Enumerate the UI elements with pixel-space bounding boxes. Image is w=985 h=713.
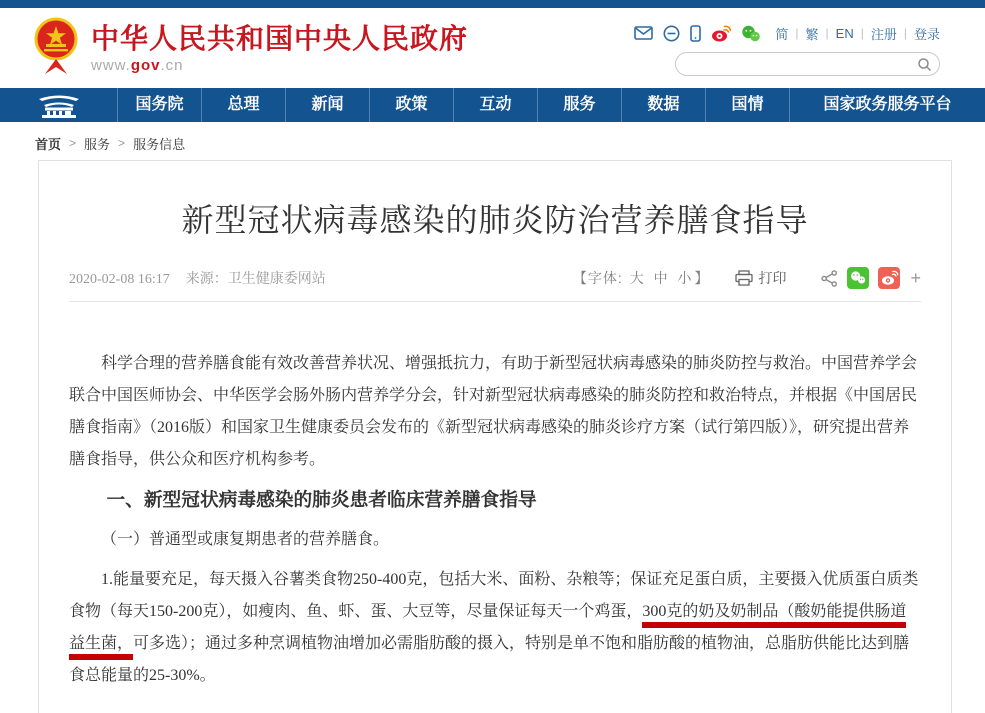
article-date: 2020-02-08 16:17 [69, 272, 170, 287]
article-meta-right [573, 267, 921, 289]
lang-links [775, 24, 940, 43]
breadcrumb-separator: > [118, 136, 126, 150]
share-tools [812, 267, 900, 289]
top-strip [0, 0, 985, 8]
font-size-medium-button[interactable]: 中 [653, 270, 669, 286]
share-wechat-icon[interactable] [847, 267, 869, 289]
main-nav [0, 88, 985, 122]
section-heading: 一、新型冠状病毒感染的肺炎患者临床营养膳食指导 [106, 489, 537, 510]
link-separator: | [860, 26, 864, 40]
print-label: 打印 [758, 270, 787, 286]
font-tool-close: 】 [694, 270, 710, 286]
printer-icon [735, 270, 753, 286]
font-size-small-button[interactable]: 小 [677, 270, 693, 286]
red-underline-annotation: 300克的奶及奶制品（酸奶能提供肠道益生菌， [69, 603, 906, 660]
nav-item-news[interactable]: 新闻 [285, 88, 369, 122]
nav-item-premier[interactable]: 总理 [201, 88, 285, 122]
source-label: 来源： [185, 272, 228, 287]
breadcrumb-services[interactable]: 服务 [84, 136, 111, 152]
search-input[interactable] [688, 54, 913, 74]
wechat-icon[interactable] [741, 25, 761, 42]
nav-item-interaction[interactable]: 互动 [453, 88, 537, 122]
share-icon[interactable] [821, 270, 838, 287]
article-meta-left [69, 268, 326, 288]
article-meta-row [69, 264, 921, 292]
link-separator: | [795, 26, 799, 40]
register-link[interactable]: 注册 [870, 26, 897, 42]
article-source: 卫生健康委网站 [227, 272, 326, 287]
nav-item-data[interactable]: 数据 [621, 88, 705, 122]
article-container [38, 160, 952, 713]
font-tool-open: 【字体: [572, 270, 623, 286]
article-content [69, 302, 921, 692]
quick-links-row [634, 22, 940, 44]
mail-icon[interactable] [634, 26, 653, 40]
more-share-button[interactable]: + [910, 268, 921, 288]
nav-item-national-conditions[interactable]: 国情 [705, 88, 789, 122]
link-separator: | [825, 26, 829, 40]
share-weibo-icon[interactable] [878, 267, 900, 289]
nav-home-tiananmen-icon[interactable] [0, 88, 117, 122]
url-www: www. [91, 57, 131, 74]
weibo-icon[interactable] [711, 25, 731, 42]
nav-item-services[interactable]: 服务 [537, 88, 621, 122]
national-emblem-icon [33, 17, 79, 80]
paragraph-text: 可多选）；通过多种烹调植物油增加必需脂肪酸的摄入，特别是单不饱和脂肪酸的植物油，总脂肪供能比达到膳食总能量的25-30%。 [69, 635, 910, 684]
message-circle-icon[interactable] [663, 25, 680, 42]
search-box [675, 52, 940, 76]
breadcrumb-current: 服务信息 [133, 136, 186, 152]
site-logo[interactable] [33, 17, 468, 80]
site-header [0, 8, 985, 88]
breadcrumb [35, 133, 985, 153]
paragraph-subsection: （一）普通型或康复期患者的营养膳食。 [101, 531, 390, 548]
url-gov: gov [130, 57, 161, 74]
article-title: 新型冠状病毒感染的肺炎防治营养膳食指导 [181, 202, 809, 238]
header-right [634, 22, 940, 76]
lang-traditional-link[interactable]: 繁 [805, 26, 819, 42]
site-url [91, 57, 468, 74]
nav-item-policies[interactable]: 政策 [369, 88, 453, 122]
nav-item-state-council[interactable]: 国务院 [117, 88, 201, 122]
print-button[interactable] [735, 268, 786, 288]
mobile-icon[interactable] [690, 25, 701, 42]
url-cn: .cn [160, 57, 184, 74]
login-link[interactable]: 登录 [913, 26, 940, 42]
lang-simplified-link[interactable]: 简 [775, 26, 789, 42]
paragraph-item-1 [69, 564, 921, 692]
breadcrumb-separator: > [69, 136, 77, 150]
search-icon[interactable] [917, 57, 932, 77]
font-size-tool [573, 268, 710, 288]
nav-item-gov-service-platform[interactable]: 国家政务服务平台 [789, 88, 985, 122]
logo-text [91, 23, 468, 74]
paragraph-intro: 科学合理的营养膳食能有效改善营养状况、增强抵抗力，有助于新型冠状病毒感染的肺炎防控与救治。中国营养学会联合中国医师协会、中华医学会肠外肠内营养学分会，针对新型冠状病毒感染的肺炎防控和救治特点，并根据《中国居民膳食指南》（2016版）和国家卫生健康委员会发布的《新型冠状病毒感染的肺炎诊疗方案（试行第四版）》，研究提出营养膳食指导，供公众和医疗机构参考。 [69, 355, 918, 468]
font-size-large-button[interactable]: 大 [629, 270, 645, 286]
site-title: 中华人民共和国中央人民政府 [91, 23, 469, 54]
breadcrumb-home[interactable]: 首页 [35, 136, 62, 152]
paragraph-text: 1.能量要充足，每天摄入谷薯类食物250-400克，包括大米、面粉、杂粮等；保证充足蛋白质，主要摄入优质蛋白质类食物（每天150-200克），如瘦肉、鱼、虾、蛋、大豆等，尽量保证每天一个鸡蛋， [69, 571, 919, 620]
link-separator: | [903, 26, 907, 40]
lang-english-link[interactable]: EN [835, 25, 854, 41]
